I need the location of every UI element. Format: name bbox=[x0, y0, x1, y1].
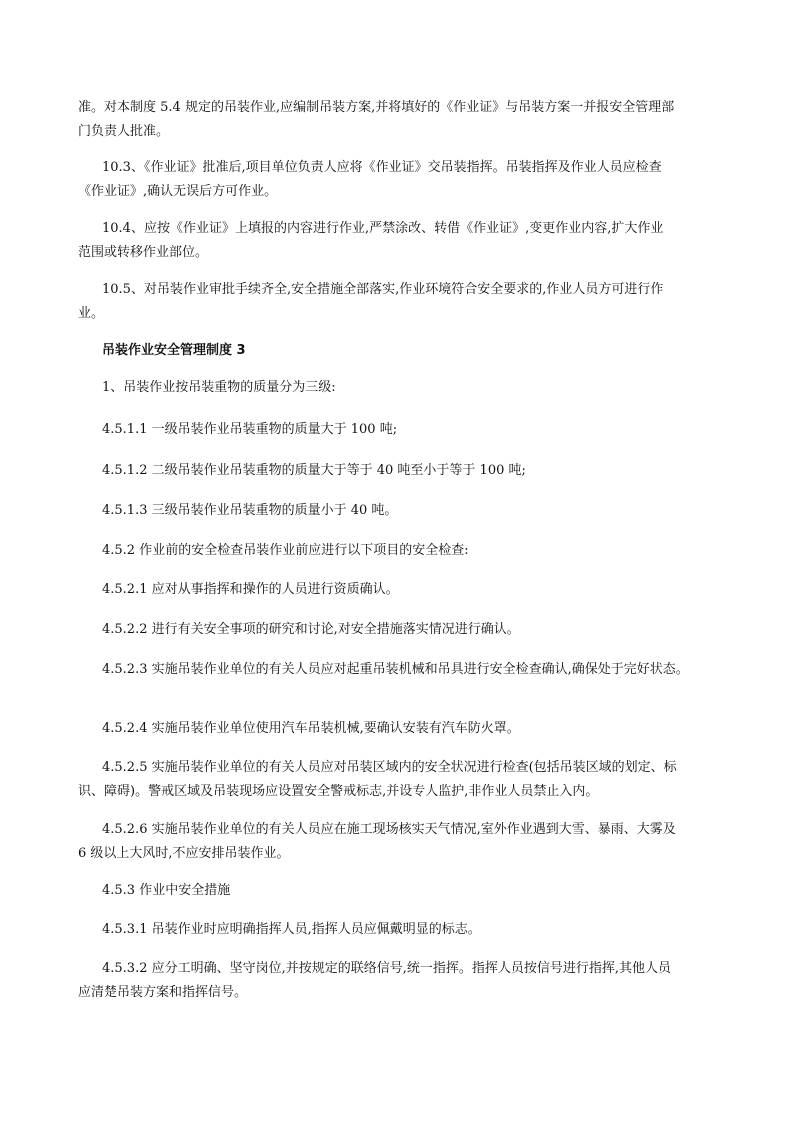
paragraph-4-5-1-2 bbox=[0, 459, 800, 483]
paragraph-4-5-2-2 bbox=[0, 618, 800, 642]
section-title: 吊装作业安全管理制度 3 bbox=[102, 343, 246, 358]
text-line: 10.3、《作业证》批准后,项目单位负责人应将《作业证》交吊装指挥。吊装指挥及作业人员应检查 bbox=[102, 160, 662, 175]
paragraph-4-5-2-6 bbox=[0, 818, 800, 866]
text-line: 4.5.2.6 实施吊装作业单位的有关人员应在施工现场核实天气情况,室外作业遇到大雪、暴雨、大雾及 bbox=[102, 822, 676, 837]
paragraph-4-5-3 bbox=[0, 879, 800, 903]
section-heading bbox=[0, 339, 800, 363]
paragraph-4-5-2-1 bbox=[0, 578, 800, 602]
text-line: 范围或转移作业部位。 bbox=[78, 245, 209, 260]
text-line: 4.5.1.2 二级吊装作业吊装重物的质量大于等于 40 吨至小于等于 100 吨; bbox=[102, 463, 526, 478]
text-line: 识、障碍)。警戒区域及吊装现场应设置安全警戒标志,并设专人监护,非作业人员禁止入内。 bbox=[78, 784, 599, 799]
text-line: 4.5.2.4 实施吊装作业单位使用汽车吊装机械,要确认安装有汽车防火罩。 bbox=[102, 721, 520, 736]
paragraph-10-5 bbox=[0, 278, 800, 326]
text-line: 4.5.2.3 实施吊装作业单位的有关人员应对起重吊装机械和吊具进行安全检查确认,确保处于完好状态。 bbox=[102, 662, 689, 677]
paragraph-10-3 bbox=[0, 156, 800, 204]
text-line: 4.5.2.5 实施吊装作业单位的有关人员应对吊装区域内的安全状况进行检查(包括吊装区域的划定、标 bbox=[102, 760, 677, 775]
text-line: 《作业证》,确认无误后方可作业。 bbox=[78, 184, 278, 199]
text-line: 业。 bbox=[78, 306, 105, 321]
text-line: 4.5.1.3 三级吊装作业吊装重物的质量小于 40 吨。 bbox=[102, 503, 398, 518]
text-line: 准。对本制度 5.4 规定的吊装作业,应编制吊装方案,并将填好的《作业证》与吊装方案一并报安全管理部 bbox=[78, 100, 675, 115]
paragraph-4-5-1-3 bbox=[0, 499, 800, 523]
text-line: 4.5.3.2 应分工明确、坚守岗位,并按规定的联络信号,统一指挥。指挥人员按信号进行指挥,其他人员 bbox=[102, 961, 672, 976]
text-line: 4.5.3 作业中安全措施 bbox=[102, 883, 231, 898]
text-line: 4.5.2.2 进行有关安全事项的研究和讨论,对安全措施落实情况进行确认。 bbox=[102, 622, 520, 637]
text-line: 门负责人批准。 bbox=[78, 124, 170, 139]
paragraph-4-5-2-4 bbox=[0, 717, 800, 741]
paragraph-4-5-3-1 bbox=[0, 918, 800, 942]
text-line: 4.5.3.1 吊装作业时应明确指挥人员,指挥人员应佩戴明显的标志。 bbox=[102, 922, 481, 937]
text-line: 应清楚吊装方案和指挥信号。 bbox=[78, 985, 248, 1000]
paragraph-4-5-1-1 bbox=[0, 418, 800, 442]
paragraph-10-4 bbox=[0, 217, 800, 265]
paragraph-continuation bbox=[0, 96, 800, 144]
paragraph-4-5-2 bbox=[0, 539, 800, 563]
text-line: 1、吊装作业按吊装重物的质量分为三级: bbox=[102, 380, 336, 395]
paragraph-4-5-3-2 bbox=[0, 957, 800, 1005]
text-line: 4.5.1.1 一级吊装作业吊装重物的质量大于 100 吨; bbox=[102, 422, 398, 437]
text-line: 6 级以上大风时,不应安排吊装作业。 bbox=[78, 846, 290, 861]
paragraph-4-5-2-3 bbox=[0, 658, 800, 682]
paragraph-1 bbox=[0, 376, 800, 400]
text-line: 10.5、对吊装作业审批手续齐全,安全措施全部落实,作业环境符合安全要求的,作业人员方可进行作 bbox=[102, 282, 664, 297]
text-line: 4.5.2 作业前的安全检查吊装作业前应进行以下项目的安全检查: bbox=[102, 543, 469, 558]
text-line: 10.4、应按《作业证》上填报的内容进行作业,严禁涂改、转借《作业证》,变更作业内容,扩大作业 bbox=[102, 221, 664, 236]
text-line: 4.5.2.1 应对从事指挥和操作的人员进行资质确认。 bbox=[102, 582, 399, 597]
paragraph-4-5-2-5 bbox=[0, 756, 800, 804]
